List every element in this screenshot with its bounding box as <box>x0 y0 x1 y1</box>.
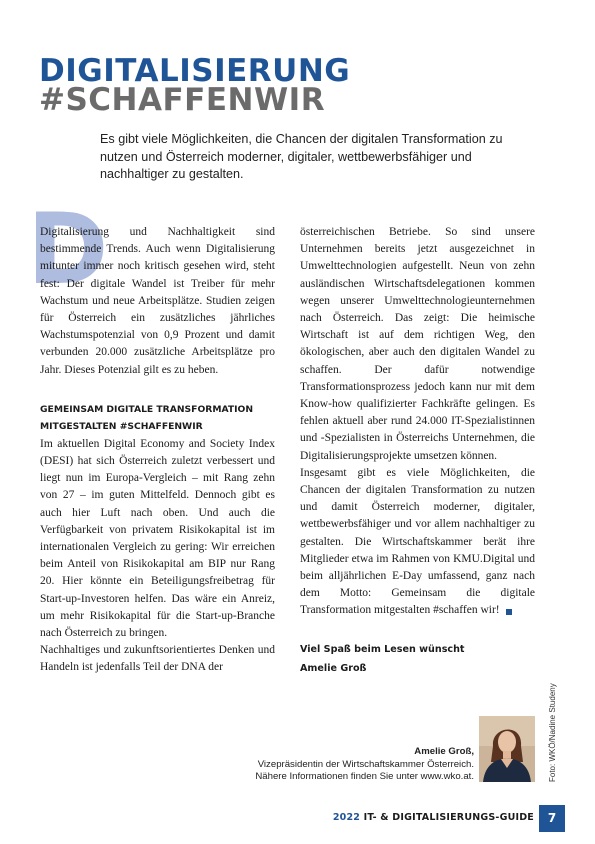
article-paragraph-text: Insgesamt gibt es viele Möglichkeiten, die Chancen der digitalen Transformation zu nutzen und damit Österreich moderner, digitaler, wettbewerbsfähiger und vor allem nachhaltiger zu gestalten. Die Wirtschaftskammer berät ihre Mitglieder etwa im Rahmen von KMU.Digital und beim alljährlichen E-Day umfassend, ganz nach dem Motto: Gemeinsam die digitale Transformation mitgestalten #schaffen wir! <box>300 466 535 617</box>
intro-paragraph: Es gibt viele Möglichkeiten, die Chancen der digitalen Transformation zu nutzen und Österreich moderner, digitaler, wettbewerbsfähiger und nachhaltiger zu gestalten. <box>100 132 503 181</box>
article-paragraph: Digitalisierung und Nachhaltigkeit sind bestimmende Trends. Auch wenn Digitalisierung mitunter immer noch kritisch gesehen wird, steht fest: Der digitale Wandel ist Treiber für mehr Wachstum und neue Arbeitsplätze. Studien zeigen für Österreich ein zusätzliches jährliches Wachstumspotenzial von 0,9 Prozent und damit verbunden 20.000 zusätzliche Arbeitsplätze pro Jahr. Dieses Potenzial gilt es zu heben. <box>40 226 275 376</box>
article-subheading: GEMEINSAM DIGITALE TRANSFORMATION MITGESTALTEN #SCHAFFENWIR <box>40 403 254 432</box>
closing-line: Viel Spaß beim Lesen wünscht <box>300 643 465 655</box>
article-paragraph: Nachhaltiges und zukunftsorientiertes Denken und Handeln ist jedenfalls Teil der DNA der <box>40 644 275 674</box>
article-paragraph <box>300 465 535 620</box>
caption-role: Vizepräsidentin der Wirtschaftskammer Österreich. <box>257 758 474 770</box>
page-title: DIGITALISIERUNG <box>39 53 351 89</box>
article-column-left <box>40 224 275 677</box>
page-number: 7 <box>539 805 565 832</box>
caption-info: Nähere Informationen finden Sie unter www.wko.at. <box>255 771 474 782</box>
article-paragraph: österreichischen Betriebe. So sind unsere Unternehmen bereits jetzt ausgezeichnet in Umwelttechnologien aufgestellt. Neun von zehn ausländischen Wirtschaftsdelegationen kommen wegen unserer Umwelttechnologieunternehmen nach Österreich. Das zeigt: Die heimische Wirtschaft ist auf dem richtigen Weg, den ökologischen, aber auch den digitalen Wandel zu schaffen. Der dafür notwendige Transformationsprozess jedoch kann nur mit dem Know-how qualifizierter Fachkräfte gelingen. Es fehlen aktuell aber rund 24.000 IT-Spezialistinnen und -Spezialisten in Österreichs Unternehmen, die Digitalisierungsprojekte umsetzen können. <box>300 226 535 462</box>
article-column-right <box>300 224 535 678</box>
footer-year: 2022 <box>332 812 361 823</box>
drop-cap: D <box>27 193 109 307</box>
article-paragraph: Im aktuellen Digital Economy and Society Index (DESI) hat sich Österreich zuletzt verbessert und liegt nun im Europa-Vergleich – mit Rang zehn von 27 – im guten Mittelfeld. Dennoch gibt es auch hier Luft nach oben. Und auch die Verfügbarkeit von privatem Risikokapital ist im internationalen Vergleich zu gering: Wir erreichen beim Anteil von Risikokapital am BIP nur Rang 20. Hier könnte ein Beteiligungsfreibetrag für Start-up-Investoren helfen. Das wäre ein Anreiz, um mehr Risikokapital für die Start-up-Branche nach Österreich zu bringen. <box>40 437 275 640</box>
end-mark-square <box>506 609 512 615</box>
footer-title: IT- & DIGITALISIERUNGS-GUIDE <box>363 812 534 823</box>
caption-name: Amelie Groß, <box>414 746 474 757</box>
footer-guide-title <box>333 812 534 823</box>
portrait-photo <box>479 716 535 782</box>
portrait-caption <box>255 746 474 784</box>
page-subtitle: #SCHAFFENWIR <box>39 82 326 118</box>
closing-signature: Amelie Groß <box>300 662 367 674</box>
photo-credit: Foto: WKÖ/Nadine Studeny <box>548 683 557 782</box>
closing-greeting <box>300 640 535 678</box>
